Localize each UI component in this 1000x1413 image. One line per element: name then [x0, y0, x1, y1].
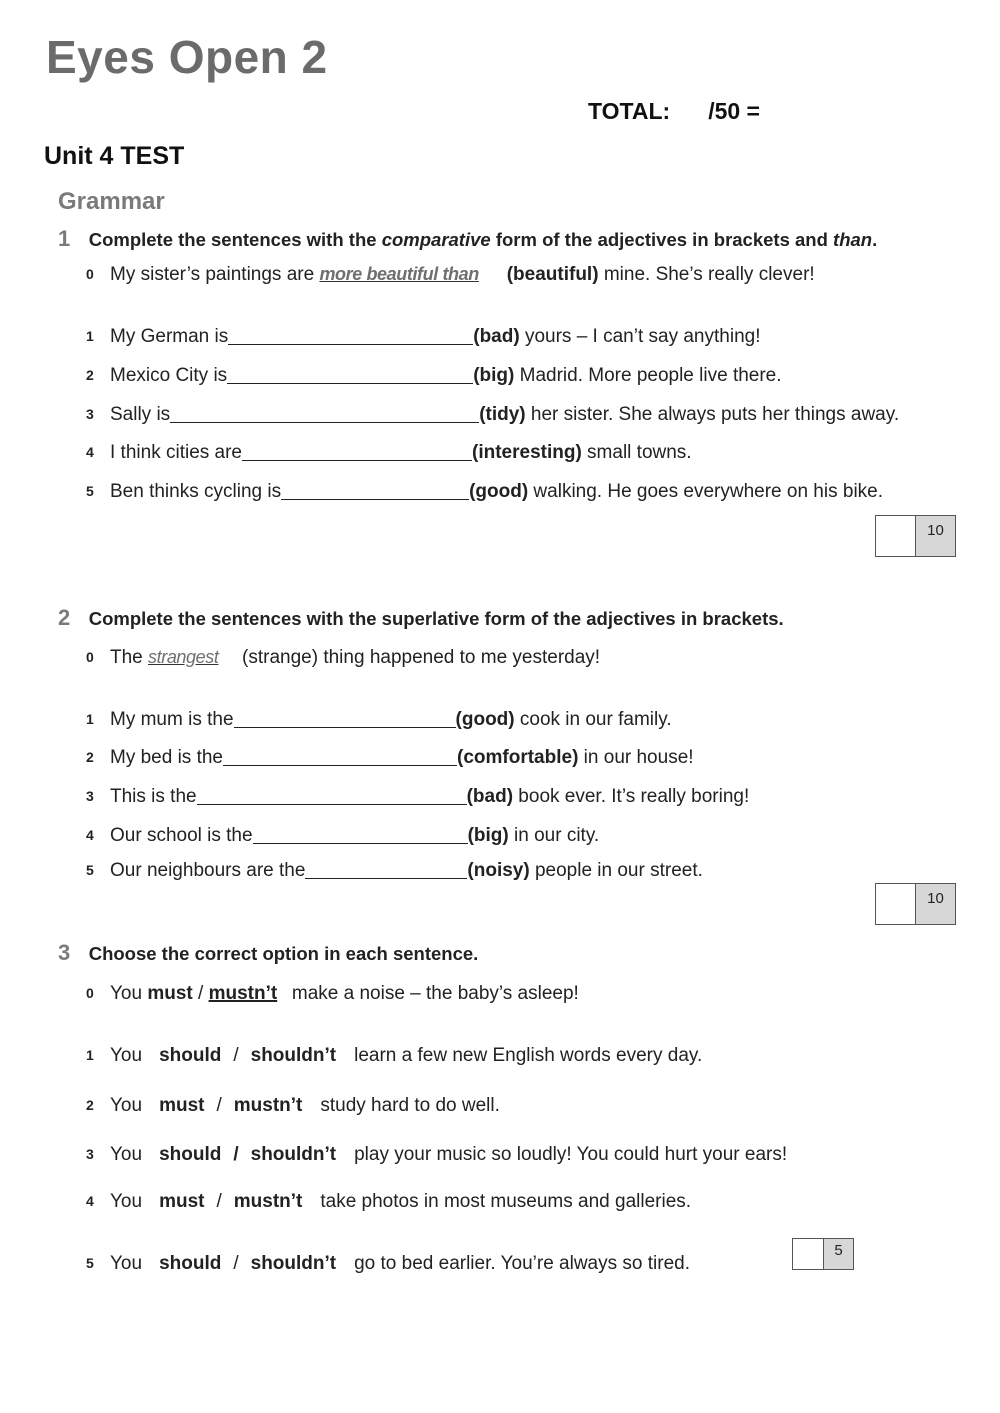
score-input[interactable] [876, 516, 916, 556]
total-max: /50 = [708, 98, 760, 124]
ex3-item-2: 2 You must / mustn’t study hard to do well. [86, 1095, 500, 1116]
option-must[interactable]: must [159, 1191, 205, 1212]
ex1-item-1: 1 My German is (bad) yours – I can’t say anything! [86, 326, 761, 347]
option-shouldnt[interactable]: shouldn’t [250, 1253, 337, 1274]
unit-title: Unit 4 TEST [44, 142, 185, 170]
ex3-number: 3 [58, 940, 71, 965]
option-should[interactable]: should [159, 1253, 222, 1274]
ex2-item-1: 1 My mum is the (good) cook in our family. [86, 709, 672, 730]
ex2-score-box [875, 883, 956, 925]
example-answer: strangest [148, 647, 219, 667]
option-shouldnt[interactable]: shouldn’t [250, 1144, 337, 1165]
ex3-item-4: 4 You must / mustn’t take photos in most museums and galleries. [86, 1191, 692, 1212]
section-title: Grammar [58, 188, 165, 215]
book-title: Eyes Open 2 [46, 31, 328, 83]
ex2-item-3: 3 This is the (bad) book ever. It’s really boring! [86, 786, 750, 807]
example-answer: more beautiful than [319, 264, 479, 284]
ex2-item-4: 4 Our school is the (big) in our city. [86, 825, 600, 846]
option-mustnt-selected: mustn’t [208, 983, 278, 1004]
ex3-item-5: 5 You should / shouldn’t go to bed earlier. You’re always so tired. [86, 1253, 690, 1274]
ex1-item-5: 5 Ben thinks cycling is (good) walking. He goes everywhere on his bike. [86, 481, 884, 502]
answer-blank[interactable] [228, 327, 473, 345]
answer-blank[interactable] [305, 861, 467, 879]
option-must[interactable]: must [159, 1095, 205, 1116]
ex1-number: 1 [58, 226, 71, 251]
ex1-item-2: 2 Mexico City is (big) Madrid. More people live there. [86, 365, 782, 386]
answer-blank[interactable] [223, 748, 457, 766]
option-should[interactable]: should [159, 1144, 222, 1165]
score-input[interactable] [876, 884, 916, 924]
ex2-item-2: 2 My bed is the (comfortable) in our house! [86, 747, 694, 768]
option-mustnt[interactable]: mustn’t [233, 1191, 303, 1212]
ex3-score-box [792, 1238, 854, 1270]
ex1-example: 0 My sister’s paintings are more beautiful than (beautiful) mine. She’s really clever! [86, 264, 815, 285]
score-max: 10 [916, 884, 955, 924]
ex2-heading [58, 605, 784, 631]
ex1-score-box [875, 515, 956, 557]
answer-blank[interactable] [253, 826, 468, 844]
option-mustnt[interactable]: mustn’t [233, 1095, 303, 1116]
score-input[interactable] [793, 1239, 824, 1269]
ex2-item-5: 5 Our neighbours are the (noisy) people in our street. [86, 860, 703, 881]
answer-blank[interactable] [227, 366, 473, 384]
ex1-item-3: 3 Sally is (tidy) her sister. She always puts her things away. [86, 404, 900, 425]
score-max: 10 [916, 516, 955, 556]
ex1-item-4: 4 I think cities are (interesting) small towns. [86, 442, 692, 463]
ex2-instruction: Complete the sentences with the superlative form of the adjectives in brackets. [88, 608, 784, 629]
answer-blank[interactable] [242, 443, 472, 461]
total-label: TOTAL: [588, 98, 671, 124]
ex1-instruction: Complete the sentences with the comparative form of the adjectives in brackets and than. [88, 229, 878, 250]
ex1-heading [58, 226, 877, 252]
ex3-item-3: 3 You should / shouldn’t play your music so loudly! You could hurt your ears! [86, 1144, 788, 1165]
answer-blank[interactable] [170, 405, 479, 423]
option-should[interactable]: should [159, 1045, 222, 1066]
ex3-example: 0 You must / mustn’t make a noise – the baby’s asleep! [86, 983, 579, 1004]
answer-blank[interactable] [281, 482, 469, 500]
score-max: 5 [824, 1239, 853, 1269]
ex2-example: 0 The strangest (strange) thing happened to me yesterday! [86, 647, 601, 668]
total-score [588, 98, 760, 125]
answer-blank[interactable] [197, 787, 467, 805]
answer-blank[interactable] [234, 710, 456, 728]
ex2-number: 2 [58, 605, 71, 630]
ex3-item-1: 1 You should / shouldn’t learn a few new English words every day. [86, 1045, 703, 1066]
ex3-heading [58, 940, 478, 966]
option-shouldnt[interactable]: shouldn’t [250, 1045, 337, 1066]
ex3-instruction: Choose the correct option in each sentence. [88, 943, 479, 964]
option-must: must [147, 983, 193, 1004]
